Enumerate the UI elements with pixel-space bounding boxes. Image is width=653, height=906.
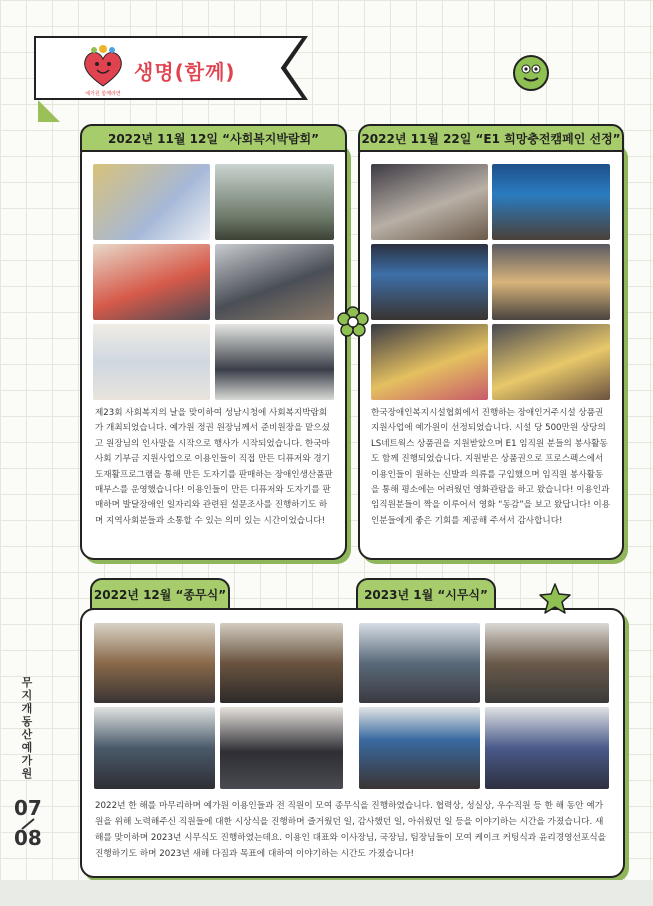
photo	[215, 244, 334, 320]
photo	[94, 707, 215, 789]
flower-icon	[337, 306, 369, 338]
heart-logo-icon	[80, 42, 126, 92]
page-number-bottom: 08	[14, 826, 42, 850]
photo	[359, 707, 480, 789]
section-text-welfare-fair: 제23회 사회복지의 날을 맞이하여 성남시청에 사회복지박람회가 개최되었습니다. 예가원 정권 원장님께서 준비원장을 맡으셨고 원장님의 인사말을 시작으로 행사가 시작되었습니다. 한국마사회 기부금 지원사업으로 이용인들이 직접 만든 디퓨저와 경기도재활프로그램을 통해 만든 도자기를 판매하는 장애인생산품판매부스를 운영했습니다! 이용인들이 만든 디퓨저와 도자기를 판매하며 발달장애인 일자리와 관련된 설문조사를 진행하기도 하며 지역사회분들과 소통할 수 있는 의미 있는 시간이었습니다!	[95, 408, 333, 526]
photo	[492, 324, 610, 400]
photo	[359, 623, 480, 703]
side-label: 무지개동산 예가원	[21, 676, 33, 780]
photo	[492, 164, 610, 240]
photo	[371, 324, 488, 400]
photo	[94, 623, 215, 703]
photo	[220, 623, 343, 703]
section-tab-new-year: 2023년 1월 “시무식”	[356, 578, 496, 610]
section-tab-year-end: 2022년 12월 “종무식”	[90, 578, 230, 610]
photo	[215, 164, 334, 240]
photo	[93, 164, 210, 240]
photo	[220, 707, 343, 789]
photo	[371, 244, 488, 320]
section-tab-welfare-fair: 2022년 11월 12일 “사회복지박람회”	[80, 124, 347, 152]
section-tab-e1-campaign: 2022년 11월 22일 “E1 희망충전캠페인 선정”	[358, 124, 624, 152]
photo	[485, 707, 609, 789]
photo	[492, 244, 610, 320]
page-title: 생명(함께)	[134, 60, 236, 84]
photo	[215, 324, 334, 400]
photo	[371, 164, 488, 240]
section-text-e1-campaign: 한국장애인복지시설협회에서 진행하는 장애인거주시설 상품권 지원사업에 예가원이 선정되었습니다. 시설 당 500만원 상당의 LS네트웍스 상품권을 지원받았으며 E1 임직원 분들의 봉사활동도 함께 진행되었습니다. 지원받은 상품권으로 프로스펙스에서 이용인들이 원하는 신발과 의류를 구입했으며 임직원 봉사활동을 통해 평소에는 어려웠던 영화관람을 하고 왔습니다! 이용인과 임직원분들이 짝을 이루어서 영화 “동감”을 보고 왔답니다! 이용인분들에게 좋은 기회를 제공해 주셔서 감사합니다!	[371, 408, 611, 526]
photo	[93, 324, 210, 400]
corner-decoration	[38, 100, 60, 122]
photo	[93, 244, 210, 320]
logo-caption: 예가원 함께라면	[85, 91, 121, 97]
smile-badge-icon	[512, 54, 550, 92]
star-icon	[538, 582, 572, 616]
footer-band	[0, 880, 653, 906]
photo	[485, 623, 609, 703]
section-text-ceremonies: 2022년 한 해를 마무리하며 예가원 이용인들과 전 직원이 모여 종무식을 진행하였습니다. 협력상, 성실상, 우수직원 등 한 해 동안 예가원을 위해 노력해주신 직원들에 대한 시상식을 진행하며 즐거웠던 일, 감사했던 일, 아쉬웠던 일 등을 이야기하는 시간을 가졌습니다. 새해를 맞이하며 2023년 시무식도 진행하였는데요. 이용인 대표와 이사장님, 국장님, 팀장님들이 모여 케이크 커팅식과 윤리경영선포식을 진행하기도 하며 2023년 새해 다짐과 목표에 대하여 이야기하는 시간도 가졌습니다!	[95, 801, 607, 859]
page-number-top: 07	[14, 796, 42, 820]
